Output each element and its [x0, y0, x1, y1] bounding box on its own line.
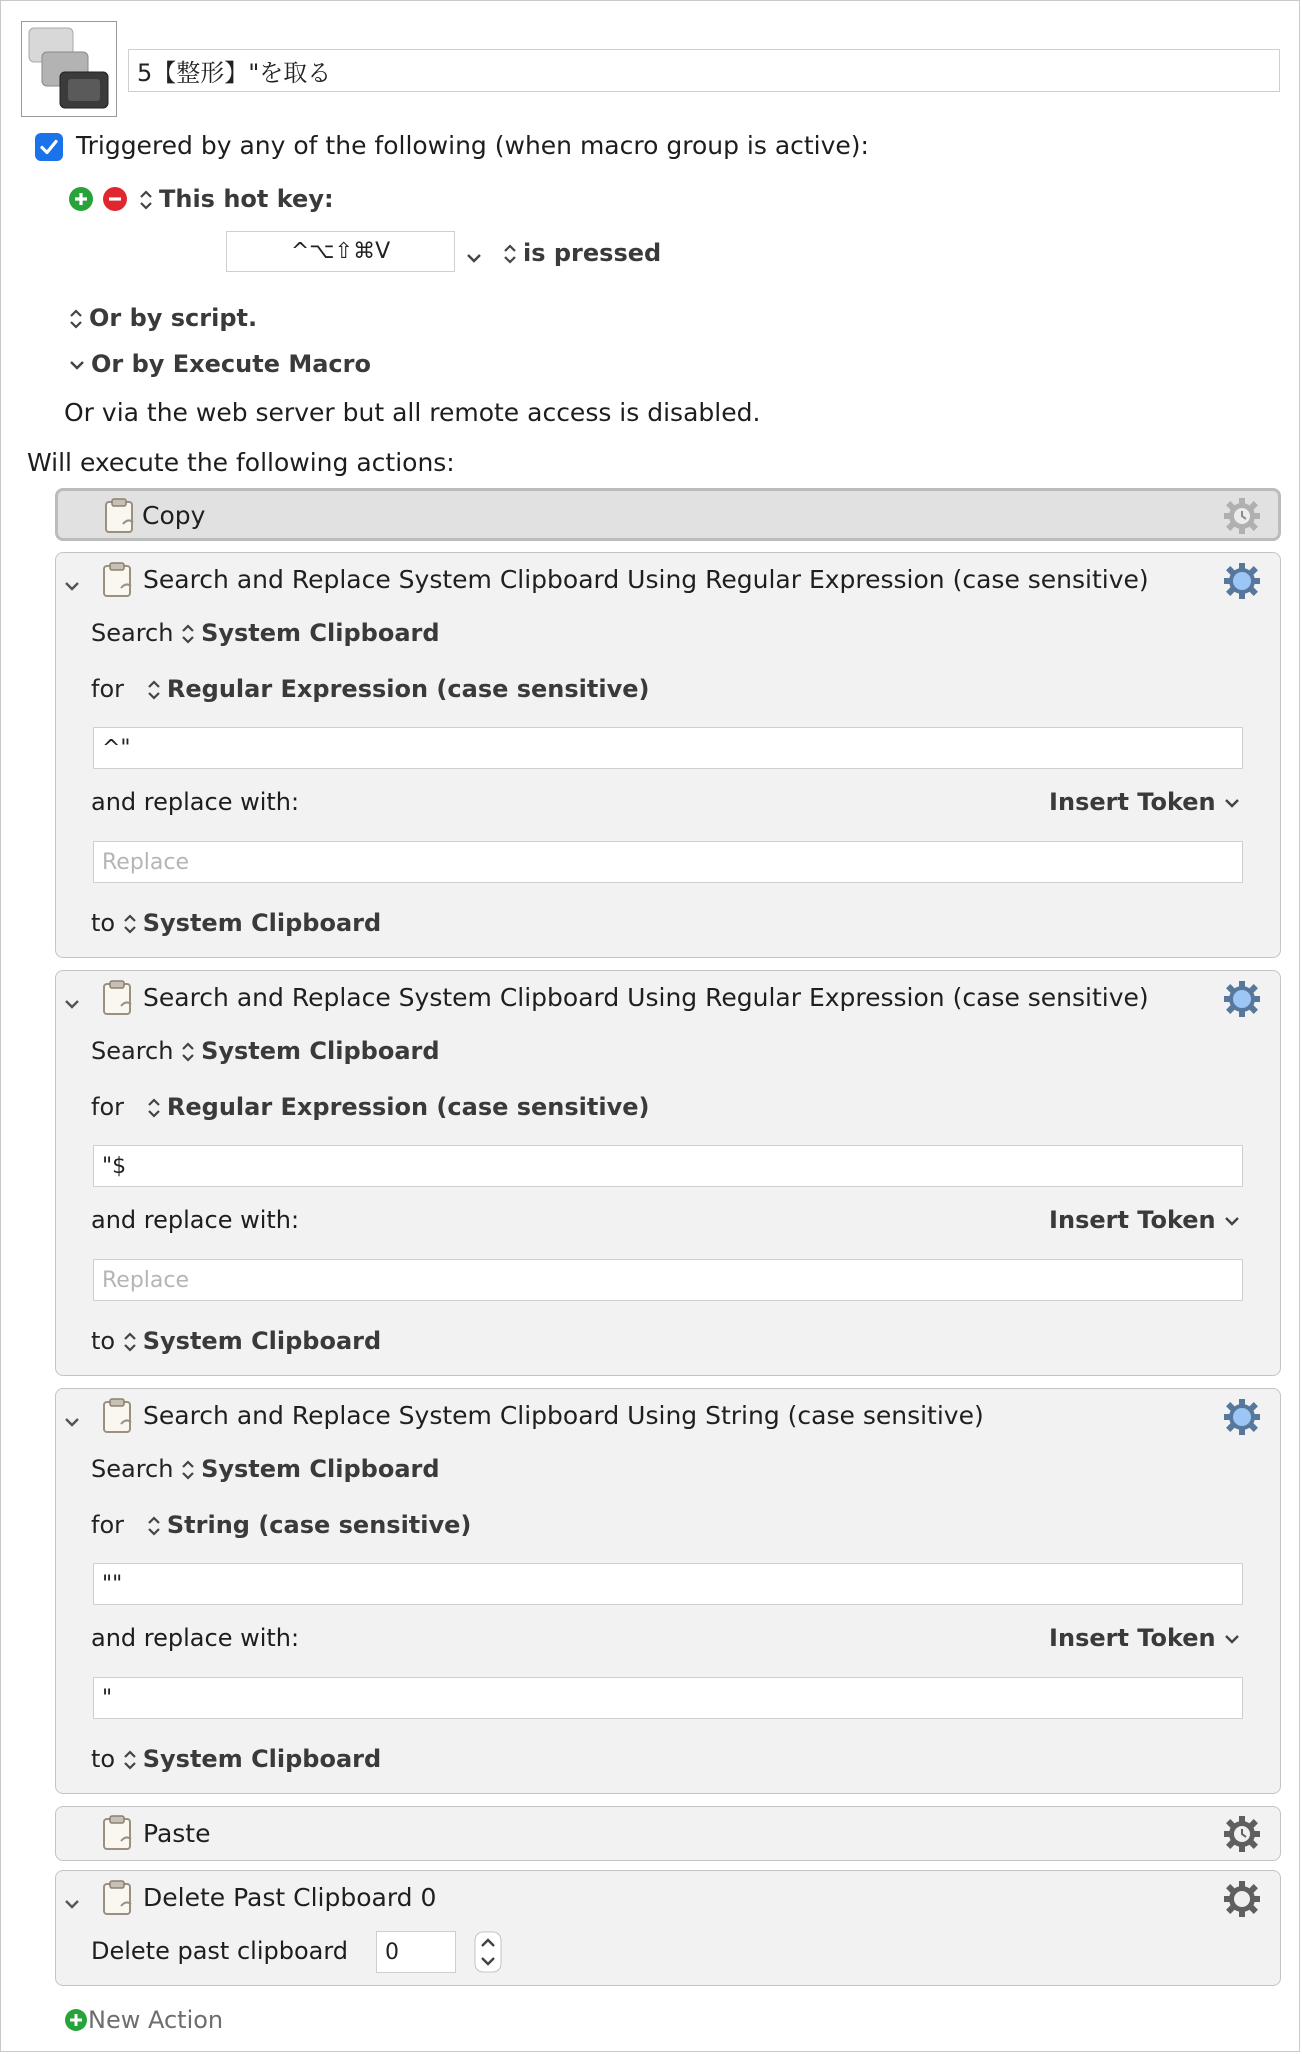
delete-past-clipboard-label: Delete past clipboard [91, 1937, 349, 1965]
action-title: Delete Past Clipboard 0 [143, 1883, 437, 1912]
search-mode-row [91, 675, 649, 703]
search-source-row [91, 1037, 440, 1065]
gear-icon [1222, 1397, 1262, 1437]
new-action-button[interactable] [64, 2006, 223, 2034]
search-pattern-input[interactable]: ^" [93, 727, 1243, 769]
search-source-popup[interactable] [181, 1455, 439, 1483]
up-down-chevron-icon [139, 188, 153, 212]
trigger-label: Triggered by any of the following (when macro group is active): [76, 131, 869, 160]
gear-icon [1222, 1879, 1262, 1919]
action-search-replace-1[interactable] [55, 552, 1281, 958]
minus-circle-icon [102, 186, 128, 212]
insert-token-menu[interactable] [1049, 1624, 1240, 1652]
chevron-down-icon [64, 580, 80, 592]
insert-token-menu[interactable] [1049, 788, 1240, 816]
gear-icon [1222, 979, 1262, 1019]
action-title: Paste [143, 1819, 211, 1848]
destination-value: System Clipboard [142, 1745, 382, 1773]
search-mode-value: String (case sensitive) [166, 1511, 472, 1539]
destination-popup[interactable] [123, 909, 381, 937]
or-by-execute-macro-disclosure[interactable] [69, 350, 371, 378]
replace-label: and replace with: [91, 1624, 300, 1652]
up-down-chevron-icon [147, 678, 161, 702]
trigger-type-label: This hot key: [159, 185, 334, 213]
hotkey-mode-label: is pressed [523, 239, 662, 267]
remove-trigger-button[interactable] [102, 186, 128, 218]
action-collapse-toggle[interactable] [64, 572, 80, 598]
stepper-icon [474, 1931, 502, 1973]
action-collapse-toggle[interactable] [64, 990, 80, 1016]
action-gear-button[interactable] [1222, 1814, 1262, 1860]
destination-row [91, 909, 381, 937]
for-label: for [91, 675, 124, 703]
action-collapse-toggle[interactable] [64, 1408, 80, 1434]
action-title: Search and Replace System Clipboard Using Regular Expression (case sensitive) [143, 983, 1149, 1012]
to-label: to [91, 1327, 116, 1355]
hotkey-field[interactable]: ^⌥⇧⌘V [226, 231, 455, 272]
up-down-chevron-icon [147, 1096, 161, 1120]
insert-token-label: Insert Token [1049, 788, 1216, 816]
delete-past-clipboard-stepper[interactable] [474, 1931, 502, 1979]
up-down-chevron-icon [69, 307, 83, 331]
action-gear-button[interactable] [1222, 1879, 1262, 1925]
gear-clock-icon [1222, 496, 1262, 536]
up-down-chevron-icon [181, 1040, 195, 1064]
action-search-replace-3[interactable] [55, 1388, 1281, 1794]
clipboard-icon [101, 1815, 135, 1851]
or-by-script-label: Or by script. [89, 304, 258, 332]
action-copy[interactable] [55, 488, 1281, 541]
actions-heading: Will execute the following actions: [27, 448, 455, 477]
up-down-chevron-icon [123, 1748, 137, 1772]
destination-row [91, 1327, 381, 1355]
search-mode-row [91, 1093, 649, 1121]
chevron-down-icon [69, 359, 85, 371]
action-title: Search and Replace System Clipboard Using String (case sensitive) [143, 1401, 984, 1430]
destination-popup[interactable] [123, 1745, 381, 1773]
replace-input[interactable]: Replace [93, 1259, 1243, 1301]
up-down-chevron-icon [181, 1458, 195, 1482]
destination-popup[interactable] [123, 1327, 381, 1355]
search-label: Search [91, 1037, 174, 1065]
destination-value: System Clipboard [142, 909, 382, 937]
clipboard-icon [101, 1398, 135, 1434]
to-label: to [91, 1745, 116, 1773]
chevron-down-icon [64, 998, 80, 1010]
up-down-chevron-icon [181, 622, 195, 646]
for-label: for [91, 1511, 124, 1539]
replace-label: and replace with: [91, 788, 300, 816]
search-source-popup[interactable] [181, 619, 439, 647]
replace-input[interactable]: Replace [93, 841, 1243, 883]
plus-circle-icon [64, 2008, 88, 2032]
action-paste[interactable] [55, 1806, 1281, 1861]
gear-clock-icon [1222, 1814, 1262, 1854]
search-source-value: System Clipboard [201, 1037, 440, 1065]
trigger-type-popup[interactable] [139, 185, 334, 213]
macro-icon[interactable] [21, 21, 117, 117]
action-gear-button[interactable] [1222, 979, 1262, 1025]
clipboard-icon [103, 498, 137, 534]
or-by-execute-macro-label: Or by Execute Macro [91, 350, 371, 378]
action-gear-button[interactable] [1222, 496, 1262, 542]
up-down-chevron-icon [503, 242, 517, 266]
action-search-replace-2[interactable] [55, 970, 1281, 1376]
gear-icon [1222, 561, 1262, 601]
new-action-label: New Action [88, 2006, 224, 2034]
search-label: Search [91, 619, 174, 647]
chevron-down-icon [466, 252, 482, 264]
add-trigger-button[interactable] [68, 186, 94, 218]
action-title: Copy [142, 501, 206, 530]
destination-value: System Clipboard [142, 1327, 382, 1355]
search-source-row [91, 1455, 440, 1483]
web-server-note: Or via the web server but all remote access is disabled. [64, 398, 761, 427]
clipboard-icon [101, 1880, 135, 1916]
hotkey-mode-popup[interactable] [503, 239, 661, 267]
search-source-value: System Clipboard [201, 619, 440, 647]
search-label: Search [91, 1455, 174, 1483]
or-by-script-popup[interactable] [69, 304, 257, 332]
action-delete-past-clipboard[interactable] [55, 1870, 1281, 1986]
search-pattern-input[interactable]: "" [93, 1563, 1243, 1605]
chevron-down-icon [64, 1898, 80, 1910]
clipboard-icon [101, 980, 135, 1016]
to-label: to [91, 909, 116, 937]
insert-token-label: Insert Token [1049, 1624, 1216, 1652]
action-gear-button[interactable] [1222, 1397, 1262, 1443]
chevron-down-icon [64, 1416, 80, 1428]
action-collapse-toggle[interactable] [64, 1890, 80, 1916]
search-mode-row [91, 1511, 471, 1539]
search-source-value: System Clipboard [201, 1455, 440, 1483]
chevron-down-icon [1224, 1633, 1240, 1645]
up-down-chevron-icon [147, 1514, 161, 1538]
search-mode-popup[interactable] [147, 1093, 650, 1121]
up-down-chevron-icon [123, 1330, 137, 1354]
hotkey-menu-chevron[interactable] [466, 244, 482, 270]
trigger-checkbox[interactable] [35, 133, 63, 161]
search-mode-popup[interactable] [147, 1511, 472, 1539]
search-mode-value: Regular Expression (case sensitive) [166, 675, 650, 703]
search-mode-popup[interactable] [147, 675, 650, 703]
search-source-row [91, 619, 440, 647]
replace-label: and replace with: [91, 1206, 300, 1234]
for-label: for [91, 1093, 124, 1121]
up-down-chevron-icon [123, 912, 137, 936]
insert-token-label: Insert Token [1049, 1206, 1216, 1234]
search-mode-value: Regular Expression (case sensitive) [166, 1093, 650, 1121]
action-title: Search and Replace System Clipboard Using Regular Expression (case sensitive) [143, 565, 1149, 594]
chevron-down-icon [1224, 1215, 1240, 1227]
plus-circle-icon [68, 186, 94, 212]
destination-row [91, 1745, 381, 1773]
search-pattern-input[interactable]: "$ [93, 1145, 1243, 1187]
replace-input[interactable]: " [93, 1677, 1243, 1719]
macro-name-input[interactable]: 5【整形】"を取る [128, 49, 1280, 92]
chevron-down-icon [1224, 797, 1240, 809]
insert-token-menu[interactable] [1049, 1206, 1240, 1234]
delete-past-clipboard-input[interactable]: 0 [376, 1931, 456, 1973]
action-gear-button[interactable] [1222, 561, 1262, 607]
search-source-popup[interactable] [181, 1037, 439, 1065]
clipboard-icon [101, 562, 135, 598]
